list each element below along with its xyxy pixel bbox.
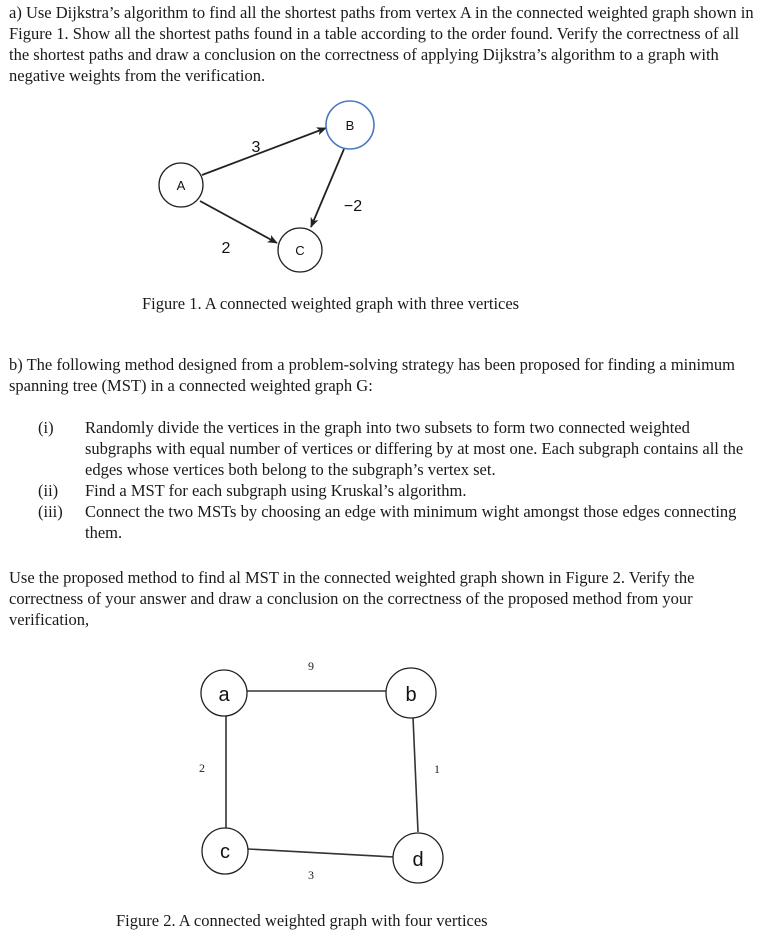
node-b-label: b [405, 684, 417, 706]
figure-2-caption: Figure 2. A connected weighted graph with four vertices [116, 911, 488, 930]
node-A [159, 163, 203, 207]
node-a-label: a [218, 684, 230, 706]
node-b [386, 668, 436, 718]
edge-b-d [413, 717, 418, 832]
step-text: Randomly divide the vertices in the graph into two subsets to form two connected weighted subgraphs with equal number of vertices or differing by at most one. Each subgraph contains all the edges whose vertices both belong to the subgraph’s vertex set. [85, 418, 744, 479]
step-i [38, 417, 758, 480]
part-a-question: a) Use Dijkstra’s algorithm to find all the shortest paths from vertex A in the connected weighted graph shown in Figure 1. Show all the shortest paths found in a table according to the order found. Verify the correctness of all the shortest paths and draw a conclusion on the correctness of applying Dijkstra’s algorithm to a graph with negative weights from the verification. [9, 3, 754, 85]
node-a [201, 670, 247, 716]
step-iii [38, 501, 758, 543]
node-C-label: C [295, 243, 305, 258]
weight-a-b: 3 [251, 139, 261, 156]
figure-1-graph [0, 100, 766, 280]
part-b-use-instruction: Use the proposed method to find al MST in the connected weighted graph shown in Figure 2. Verify the correctness of your answer and draw a conclusion on the correctness of the proposed method from your verification, [9, 568, 695, 629]
node-d [393, 833, 443, 883]
weight-b-c: −2 [343, 198, 363, 215]
step-ii [38, 480, 758, 501]
step-text: Connect the two MSTs by choosing an edge with minimum wight amongst those edges connecting them. [85, 502, 737, 542]
node-A-label: A [176, 178, 186, 193]
step-number: (ii) [38, 481, 59, 500]
weight-b-d: 1 [434, 762, 440, 776]
figure-2-graph [0, 640, 766, 900]
figure-1-caption: Figure 1. A connected weighted graph with three vertices [142, 294, 520, 313]
edge-c-d [248, 849, 394, 857]
node-B-label: B [345, 118, 355, 133]
edge-b-c [311, 149, 344, 227]
node-d-label: d [412, 849, 424, 871]
step-number: (iii) [38, 502, 63, 521]
step-number: (i) [38, 418, 54, 437]
weight-a-c: 2 [221, 240, 231, 257]
step-text: Find a MST for each subgraph using Kruskal’s algorithm. [85, 481, 467, 500]
part-b-intro: b) The following method designed from a problem-solving strategy has been proposed for finding a minimum spanning tree (MST) in a connected weighted graph G: [9, 355, 736, 395]
node-C [278, 228, 322, 272]
weight-c-d: 3 [308, 868, 314, 882]
edge-a-c [200, 201, 277, 243]
node-c [202, 828, 248, 874]
node-c-label: c [220, 841, 230, 863]
weight-a-b: 9 [308, 659, 314, 673]
method-steps [38, 417, 758, 543]
node-B [326, 101, 374, 149]
edge-a-b [202, 128, 326, 175]
weight-a-c: 2 [199, 761, 205, 775]
